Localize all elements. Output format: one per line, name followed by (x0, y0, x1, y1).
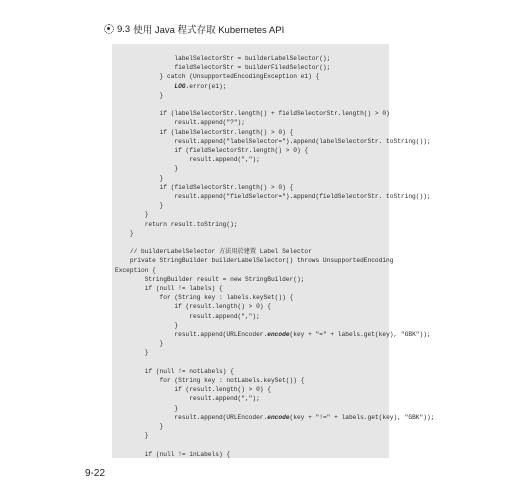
code-line: for (String key : labels.keySet()) { (115, 294, 294, 302)
code-line: } (115, 165, 179, 173)
code-line: StringBuilder result = new StringBuilder(); (115, 275, 305, 283)
code-line: } (115, 174, 164, 182)
section-title: 使用 Java 程式存取 Kubernetes API (133, 25, 285, 36)
code-line: if (null != inLabels) { (115, 450, 231, 458)
code-line: Exception { (115, 266, 156, 274)
code-line: fieldSelectorStr = builderFiledSelector(); (115, 64, 331, 72)
code-line: return result.toString(); (115, 220, 238, 228)
code-line: } (115, 340, 164, 348)
code-line: result.append(","); (115, 395, 260, 403)
code-line: private StringBuilder builderLabelSelector() throws UnsupportedEncoding (115, 257, 394, 265)
code-line: } (115, 321, 179, 329)
code-line: result.append("labelSelector=").append(labelSelectorStr. toString()); (115, 137, 431, 145)
code-line: if (fieldSelectorStr.length() > 0) { (115, 183, 294, 191)
code-line: if (null != labels) { (115, 285, 223, 292)
section-number: 9.3 (117, 23, 131, 35)
code-line: for (String key : notLabels.keySet()) { (115, 377, 305, 384)
code-line: } catch (UnsupportedEncodingException e1) { (115, 73, 320, 81)
code-line: } (115, 423, 164, 430)
code-line: result.append(","); (115, 312, 260, 320)
code-line: if (result.length() > 0) { (115, 386, 271, 394)
code-line: } (115, 432, 149, 440)
code-line: if (result.length() > 0) { (115, 303, 271, 311)
gear-icon (104, 24, 114, 34)
code-line: } (115, 211, 149, 219)
code-line: // builderLabelSelector 方法用於建置 Label Selector (115, 248, 312, 256)
code-line: if (labelSelectorStr.length() > 0) { (115, 128, 294, 136)
code-line: result.append("fieldSelector=").append(fieldSelectorStr. toString()); (115, 193, 431, 200)
code-line: result.append(","); (115, 156, 260, 164)
code-line: } (115, 91, 164, 99)
code-line: } (115, 202, 164, 210)
page-number: 9-22 (85, 468, 106, 479)
code-line: if (labelSelectorStr.length() + fieldSelectorStr.length() > 0) (115, 110, 390, 118)
code-line: labelSelectorStr = builderLabelSelector(); (115, 55, 331, 62)
code-line: } (115, 349, 149, 357)
page-header (104, 22, 284, 36)
code-line: result.append(URLEncoder.encode(key + "=" + labels.get(key), "GBK")); (115, 331, 431, 338)
code-line: result.append(URLEncoder.encode(key + "!=" + labels.get(key), "GBK")); (115, 413, 435, 421)
code-line: } (115, 229, 134, 237)
code-line: } (115, 404, 179, 412)
code-listing (112, 44, 435, 458)
code-line: LOG.error(e1); (174, 82, 227, 90)
code-line: if (fieldSelectorStr.length() > 0) { (115, 147, 309, 154)
code-line: if (null != notLabels) { (115, 367, 234, 375)
code-line: result.append("?"); (115, 119, 245, 127)
